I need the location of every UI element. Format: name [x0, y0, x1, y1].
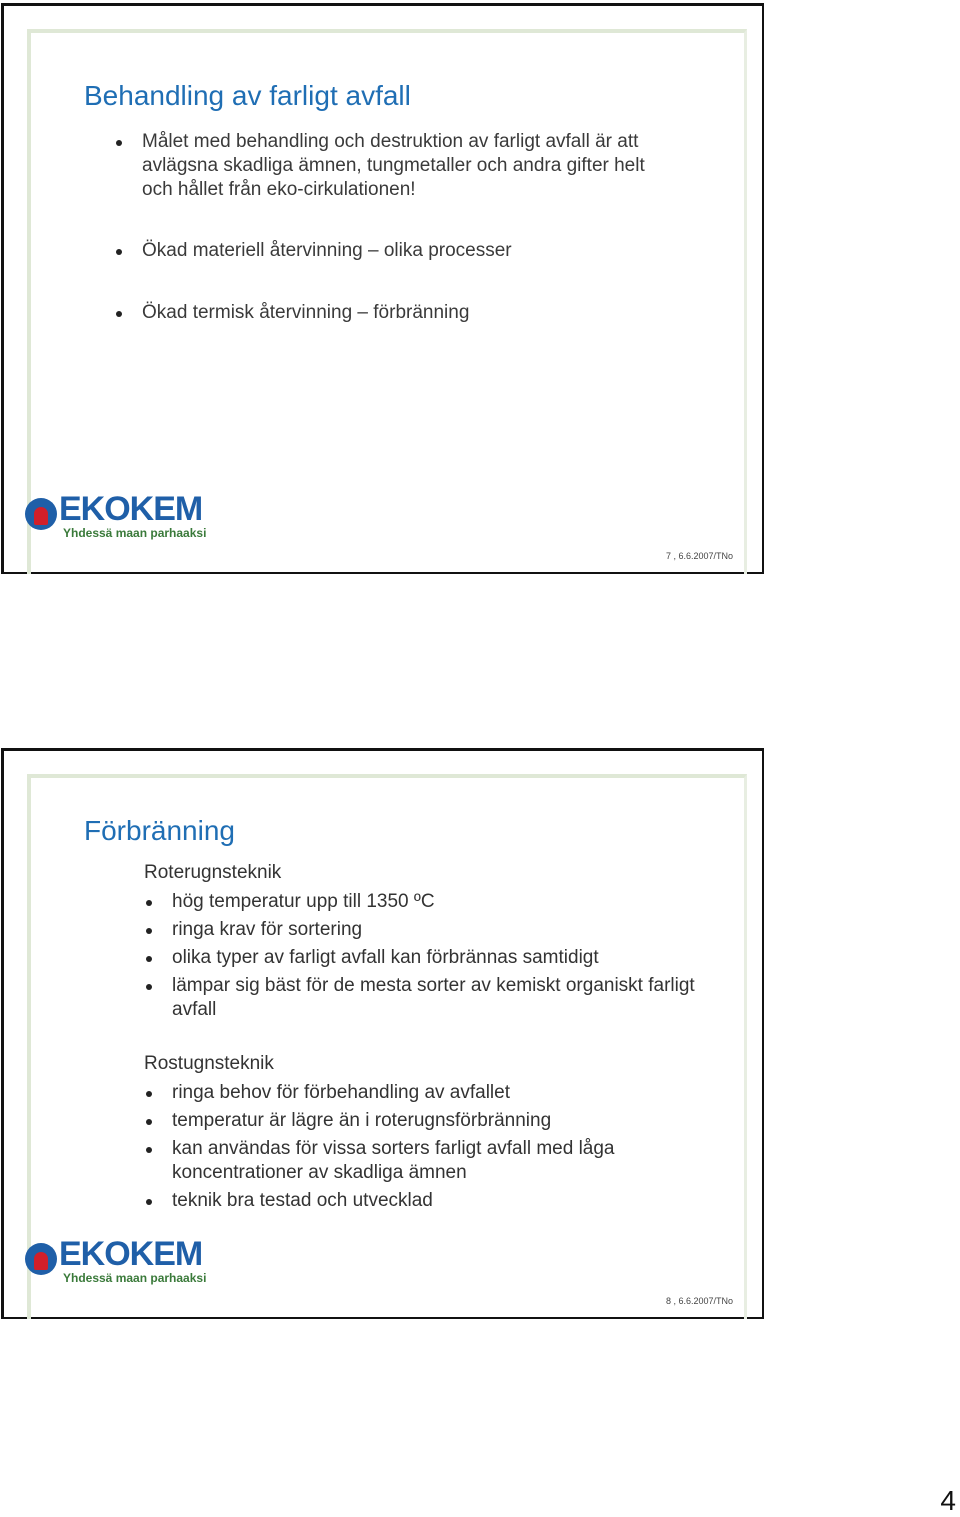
list-item: hög temperatur upp till 1350 ºC [144, 890, 724, 914]
ekokem-emblem-icon [25, 498, 57, 530]
list-item: olika typer av farligt avfall kan förbrännas samtidigt [144, 946, 724, 970]
list-item: ringa krav för sortering [144, 918, 724, 942]
list-item: Målet med behandling och destruktion av farligt avfall är att avlägsna skadliga ämnen, tungmetaller och andra gifter helt och hållet från eko-cirkulationen! [114, 130, 654, 202]
slide-title: Behandling av farligt avfall [84, 80, 411, 111]
section-heading: Roterugnsteknik [144, 862, 282, 883]
slide-title: Förbränning [84, 815, 235, 846]
list-item: kan användas för vissa sorters farligt avfall med låga koncentrationer av skadliga ämnen [144, 1137, 704, 1185]
logo-wordmark: EKOKEM [59, 1235, 203, 1273]
list-item: teknik bra testad och utvecklad [144, 1189, 704, 1213]
list-item: Ökad materiell återvinning – olika processer [114, 239, 654, 263]
ekokem-logo [25, 490, 207, 544]
logo-tagline: Yhdessä maan parhaaksi [63, 1271, 207, 1285]
page-number: 4 [940, 1485, 956, 1516]
slide-footer: 7 , 6.6.2007/TNo [666, 551, 734, 561]
section-heading: Rostugnsteknik [144, 1053, 274, 1074]
list-item: ringa behov för förbehandling av avfallet [144, 1081, 704, 1105]
bullet-list [144, 890, 724, 1022]
ekokem-logo [25, 1235, 207, 1289]
slide-2 [1, 748, 764, 1319]
list-item: temperatur är lägre än i roterugnsförbränning [144, 1109, 704, 1133]
bullet-list [114, 130, 654, 325]
list-item: lämpar sig bäst för de mesta sorter av kemiskt organiskt farligt avfall [144, 974, 724, 1022]
logo-wordmark: EKOKEM [59, 490, 203, 528]
list-item: Ökad termisk återvinning – förbränning [114, 301, 654, 325]
slide-1 [1, 3, 764, 574]
logo-tagline: Yhdessä maan parhaaksi [63, 526, 207, 540]
ekokem-emblem-icon [25, 1243, 57, 1275]
bullet-list [144, 1081, 704, 1213]
slide-footer: 8 , 6.6.2007/TNo [666, 1296, 734, 1306]
